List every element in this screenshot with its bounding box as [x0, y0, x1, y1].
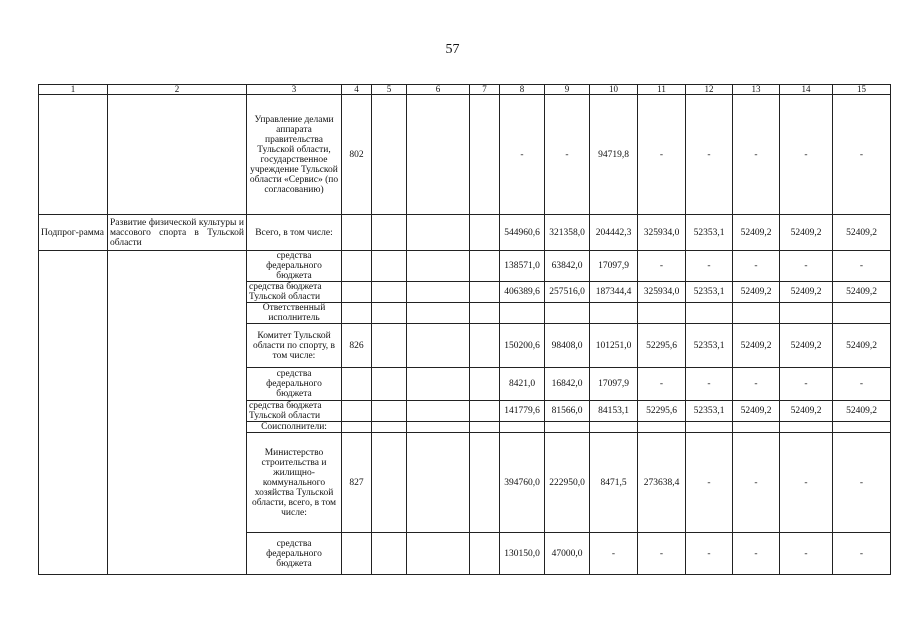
value-cell: [733, 303, 780, 324]
value-cell: 325934,0: [638, 282, 686, 303]
value-cell: 52409,2: [733, 324, 780, 368]
value-cell: [780, 303, 833, 324]
code-cell: 802: [342, 95, 372, 215]
value-cell: 84153,1: [590, 401, 638, 422]
table-cell: [372, 215, 407, 251]
value-cell: 47000,0: [545, 533, 590, 575]
value-cell: 222950,0: [545, 433, 590, 533]
value-cell: 52409,2: [780, 215, 833, 251]
code-cell: [342, 215, 372, 251]
table-cell: [39, 95, 108, 215]
table-cell: [470, 95, 500, 215]
table-cell: [108, 251, 247, 575]
value-cell: 52353,1: [686, 324, 733, 368]
table-row: [39, 215, 891, 251]
value-cell: 187344,4: [590, 282, 638, 303]
value-cell: 16842,0: [545, 368, 590, 401]
value-cell: [780, 422, 833, 433]
table-cell: [407, 433, 470, 533]
value-cell: 52409,2: [733, 215, 780, 251]
value-cell: 150200,6: [500, 324, 545, 368]
header-cell: 10: [590, 85, 638, 95]
value-cell: -: [638, 533, 686, 575]
table-cell: [470, 324, 500, 368]
value-cell: -: [780, 368, 833, 401]
value-cell: -: [545, 95, 590, 215]
value-cell: [833, 422, 891, 433]
value-cell: 138571,0: [500, 251, 545, 282]
header-cell: 9: [545, 85, 590, 95]
value-cell: [545, 422, 590, 433]
header-cell: 11: [638, 85, 686, 95]
table-cell: [372, 324, 407, 368]
table-cell: [470, 533, 500, 575]
table-cell: [372, 433, 407, 533]
value-cell: -: [733, 95, 780, 215]
table-cell: [407, 215, 470, 251]
header-cell: 3: [247, 85, 342, 95]
value-cell: -: [686, 251, 733, 282]
table-cell: [372, 282, 407, 303]
table-cell: [470, 368, 500, 401]
value-cell: 8421,0: [500, 368, 545, 401]
value-cell: 52353,1: [686, 401, 733, 422]
value-cell: [500, 303, 545, 324]
table-cell: [407, 401, 470, 422]
executor-cell: средства бюджета Тульской области: [247, 401, 342, 422]
table-cell: [407, 533, 470, 575]
table-cell: [470, 251, 500, 282]
value-cell: [500, 422, 545, 433]
value-cell: [638, 303, 686, 324]
table-cell: [470, 401, 500, 422]
code-cell: 827: [342, 433, 372, 533]
table-cell: [372, 95, 407, 215]
code-cell: [342, 251, 372, 282]
value-cell: -: [780, 95, 833, 215]
code-cell: [342, 401, 372, 422]
value-cell: 52353,1: [686, 215, 733, 251]
value-cell: -: [686, 368, 733, 401]
value-cell: -: [638, 368, 686, 401]
header-cell: 12: [686, 85, 733, 95]
value-cell: 17097,9: [590, 251, 638, 282]
page-number: 57: [445, 42, 460, 57]
value-cell: -: [780, 533, 833, 575]
header-cell: 6: [407, 85, 470, 95]
value-cell: -: [638, 95, 686, 215]
header-cell: 4: [342, 85, 372, 95]
executor-cell: Всего, в том числе:: [247, 215, 342, 251]
value-cell: -: [833, 95, 891, 215]
value-cell: 257516,0: [545, 282, 590, 303]
header-row: [39, 85, 891, 95]
value-cell: -: [833, 433, 891, 533]
header-cell: 7: [470, 85, 500, 95]
value-cell: -: [500, 95, 545, 215]
table-cell: [407, 422, 470, 433]
code-cell: [342, 533, 372, 575]
value-cell: 52409,2: [780, 282, 833, 303]
header-cell: 2: [108, 85, 247, 95]
value-cell: 544960,6: [500, 215, 545, 251]
executor-cell: средства федерального бюджета: [247, 533, 342, 575]
table-cell: [470, 282, 500, 303]
value-cell: [638, 422, 686, 433]
table-cell: [407, 368, 470, 401]
value-cell: [545, 303, 590, 324]
value-cell: 94719,8: [590, 95, 638, 215]
value-cell: -: [733, 251, 780, 282]
table-cell: [372, 303, 407, 324]
value-cell: 273638,4: [638, 433, 686, 533]
value-cell: 81566,0: [545, 401, 590, 422]
table-cell: [470, 303, 500, 324]
value-cell: 52409,2: [833, 215, 891, 251]
executor-cell: Комитет Тульской области по спорту, в том числе:: [247, 324, 342, 368]
header-cell: 1: [39, 85, 108, 95]
table-cell: [407, 324, 470, 368]
value-cell: 8471,5: [590, 433, 638, 533]
value-cell: 52409,2: [833, 324, 891, 368]
value-cell: 98408,0: [545, 324, 590, 368]
value-cell: 52353,1: [686, 282, 733, 303]
value-cell: 130150,0: [500, 533, 545, 575]
value-cell: 101251,0: [590, 324, 638, 368]
value-cell: 394760,0: [500, 433, 545, 533]
header-cell: 8: [500, 85, 545, 95]
value-cell: 52295,6: [638, 401, 686, 422]
value-cell: 52409,2: [733, 401, 780, 422]
section-label-cell: Ответственный исполнитель: [247, 303, 342, 324]
value-cell: -: [833, 533, 891, 575]
value-cell: 52409,2: [833, 401, 891, 422]
value-cell: 52409,2: [780, 401, 833, 422]
value-cell: -: [780, 251, 833, 282]
table-cell: [407, 282, 470, 303]
value-cell: 406389,6: [500, 282, 545, 303]
value-cell: 141779,6: [500, 401, 545, 422]
table-cell: [470, 215, 500, 251]
table-cell: [470, 422, 500, 433]
table-cell: [39, 251, 108, 575]
table-cell: [108, 95, 247, 215]
value-cell: [590, 303, 638, 324]
value-cell: [833, 303, 891, 324]
table-row: [39, 251, 891, 282]
value-cell: -: [590, 533, 638, 575]
header-cell: 15: [833, 85, 891, 95]
value-cell: -: [638, 251, 686, 282]
value-cell: [590, 422, 638, 433]
header-cell: 5: [372, 85, 407, 95]
executor-cell: средства федерального бюджета: [247, 251, 342, 282]
header-cell: 14: [780, 85, 833, 95]
table-cell: [372, 422, 407, 433]
executor-cell: средства бюджета Тульской области: [247, 282, 342, 303]
value-cell: 321358,0: [545, 215, 590, 251]
table-cell: [407, 303, 470, 324]
section-label-cell: Соисполнители:: [247, 422, 342, 433]
table-cell: [407, 95, 470, 215]
table-cell: [407, 251, 470, 282]
value-cell: -: [686, 95, 733, 215]
value-cell: -: [833, 251, 891, 282]
value-cell: -: [686, 433, 733, 533]
value-cell: -: [833, 368, 891, 401]
code-cell: [342, 282, 372, 303]
value-cell: 63842,0: [545, 251, 590, 282]
table-row: [39, 95, 891, 215]
value-cell: 17097,9: [590, 368, 638, 401]
value-cell: -: [733, 533, 780, 575]
value-cell: -: [686, 533, 733, 575]
value-cell: 52409,2: [780, 324, 833, 368]
value-cell: -: [733, 368, 780, 401]
value-cell: 52409,2: [733, 282, 780, 303]
value-cell: 52409,2: [833, 282, 891, 303]
code-cell: [342, 303, 372, 324]
table-cell: [372, 401, 407, 422]
value-cell: 325934,0: [638, 215, 686, 251]
header-cell: 13: [733, 85, 780, 95]
value-cell: 52295,6: [638, 324, 686, 368]
table-cell: [372, 251, 407, 282]
table-cell: [372, 368, 407, 401]
value-cell: [733, 422, 780, 433]
value-cell: -: [780, 433, 833, 533]
executor-cell: Управление делами аппарата правительства Тульской области, государственное учреждение Тульской области «Сервис» (по согласованию): [247, 95, 342, 215]
code-cell: [342, 422, 372, 433]
program-name-cell: Развитие физической культуры и массового спорта в Тульской области: [108, 215, 247, 251]
table-cell: [470, 433, 500, 533]
code-cell: [342, 368, 372, 401]
code-cell: 826: [342, 324, 372, 368]
value-cell: [686, 303, 733, 324]
table-cell: [372, 533, 407, 575]
executor-cell: Министерство строительства и жилищно-коммунального хозяйства Тульской области, всего, в том числе:: [247, 433, 342, 533]
value-cell: [686, 422, 733, 433]
budget-table: [38, 84, 891, 575]
program-type-cell: Подпрог-рамма: [39, 215, 108, 251]
value-cell: 204442,3: [590, 215, 638, 251]
value-cell: -: [733, 433, 780, 533]
executor-cell: средства федерального бюджета: [247, 368, 342, 401]
